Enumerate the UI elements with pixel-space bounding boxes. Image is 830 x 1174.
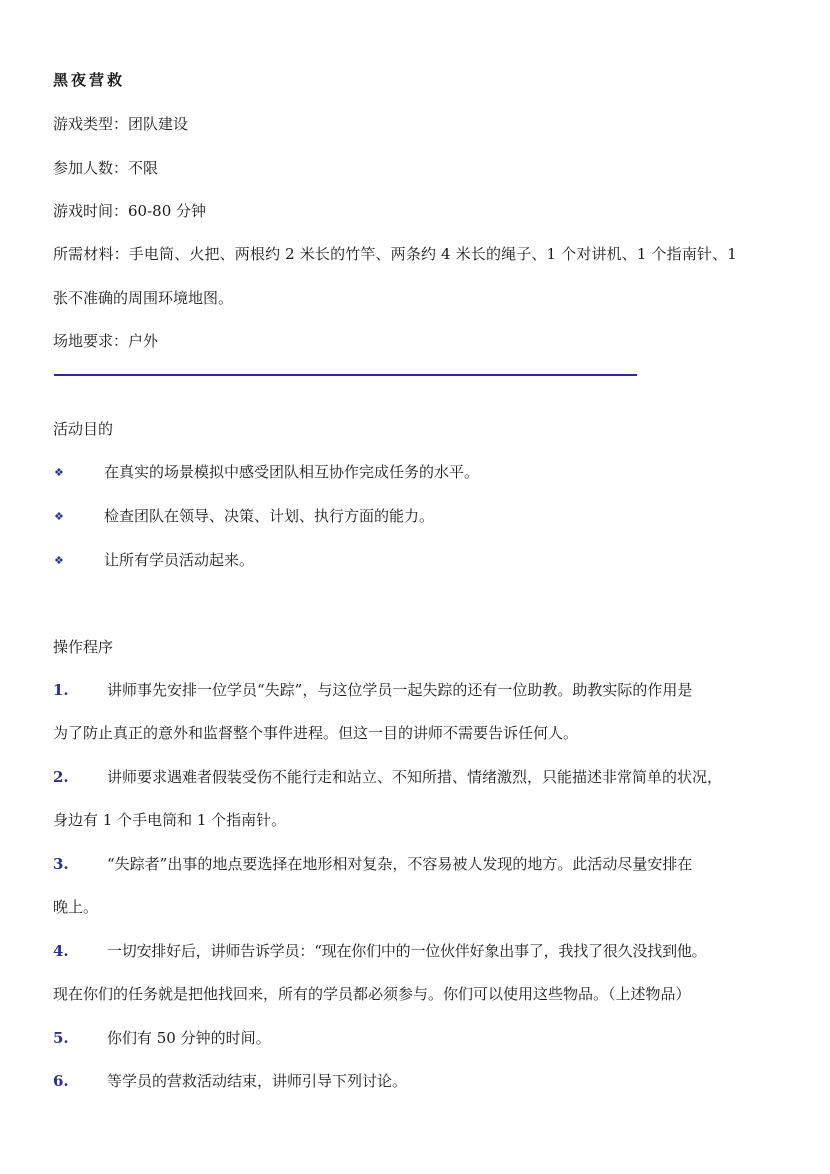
document-title: 黑夜营救	[53, 71, 126, 89]
info-duration: 游戏时间：60-80 分钟	[53, 202, 207, 220]
info-venue: 场地要求：户外	[53, 332, 159, 350]
info-materials-line1: 所需材料：手电筒、火把、两根约 2 米长的竹竿、两条约 4 米长的绳子、1 个对讲机、1 个指南针、1	[53, 245, 737, 263]
objectives-heading: 活动目的	[53, 420, 114, 438]
step-text-line2: 为了防止真正的意外和监督整个事件进程。但这一目的讲师不需要告诉任何人。	[53, 724, 579, 742]
procedure-heading: 操作程序	[53, 638, 114, 656]
step-text-line2: 晚上。	[53, 898, 99, 916]
section-divider-rule	[54, 374, 637, 376]
step-text-line2: 身边有 1 个手电筒和 1 个指南针。	[53, 811, 287, 829]
info-materials-line2: 张不准确的周围环境地图。	[53, 289, 234, 307]
info-participants: 参加人数：不限	[53, 159, 159, 177]
step-text-line1: 讲师要求遇难者假装受伤不能行走和站立、不知所措、情绪激烈，只能描述非常简单的状况，	[107, 768, 723, 786]
step-number: 2.	[53, 768, 69, 786]
objective-item: 检查团队在领导、决策、计划、执行方面的能力。	[104, 507, 435, 525]
bullet-icon: ❖	[54, 554, 64, 567]
step-text-line2: 现在你们的任务就是把他找回来，所有的学员都必须参与。你们可以使用这些物品。（上述物品）	[53, 985, 691, 1003]
objective-item: 在真实的场景模拟中感受团队相互协作完成任务的水平。	[104, 463, 480, 481]
step-text-line1: 等学员的营救活动结束，讲师引导下列讨论。	[107, 1072, 408, 1090]
step-text-line1: 一切安排好后，讲师告诉学员：“现在你们中的一位伙伴好象出事了，我找了很久没找到他。	[107, 942, 707, 960]
step-number: 5.	[53, 1029, 69, 1047]
step-number: 1.	[53, 681, 69, 699]
step-number: 3.	[53, 855, 69, 873]
bullet-icon: ❖	[54, 466, 64, 479]
objective-item: 让所有学员活动起来。	[104, 551, 255, 569]
step-text-line1: 讲师事先安排一位学员“失踪”，与这位学员一起失踪的还有一位助教。助教实际的作用是	[107, 681, 693, 699]
step-text-line1: “失踪者”出事的地点要选择在地形相对复杂，不容易被人发现的地方。此活动尽量安排在	[107, 855, 693, 873]
step-number: 6.	[53, 1072, 69, 1090]
step-number: 4.	[53, 942, 69, 960]
step-text-line1: 你们有 50 分钟的时间。	[107, 1029, 271, 1047]
info-game-type: 游戏类型：团队建设	[53, 115, 189, 133]
bullet-icon: ❖	[54, 510, 64, 523]
